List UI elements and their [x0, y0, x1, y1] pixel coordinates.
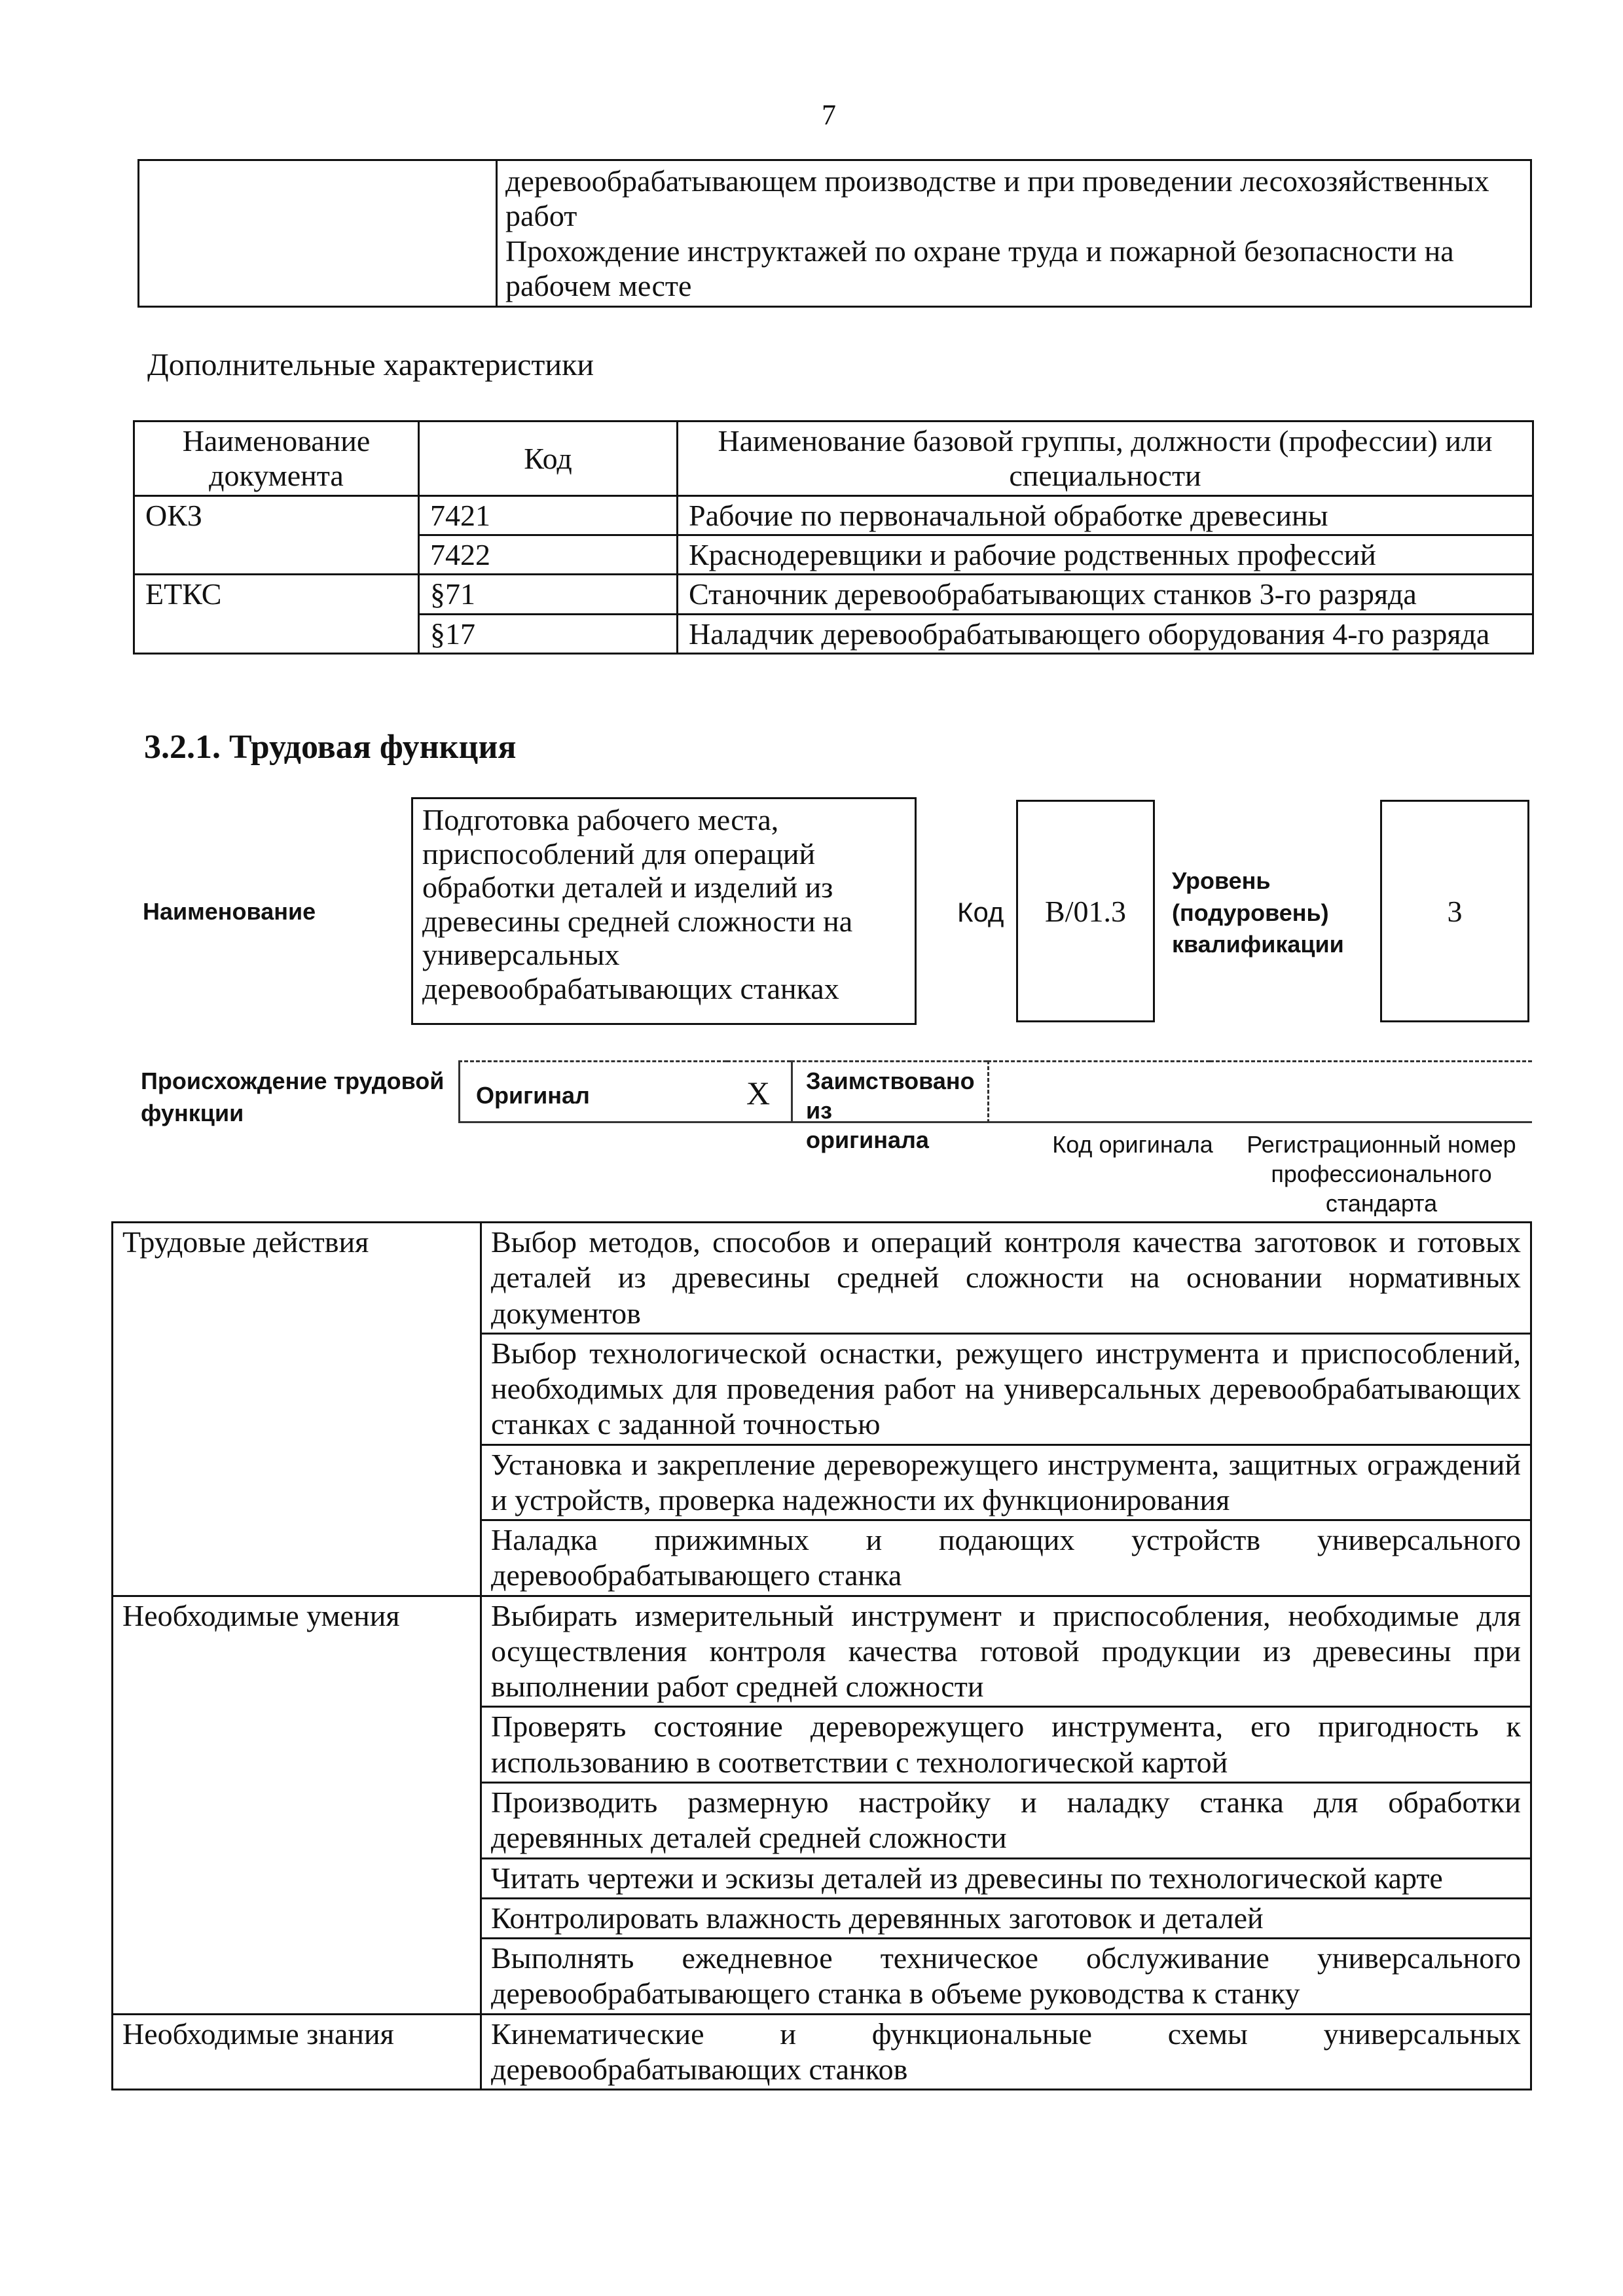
header-name: Наименование базовой группы, должности (профессии) или специальности: [678, 422, 1533, 496]
mark-cell: [727, 1060, 791, 1123]
qualification-level-box: 3: [1380, 800, 1529, 1022]
skill-item: Проверять состояние дереворежущего инструмента, его пригодность к использованию в соответствии с технологической картой: [481, 1707, 1531, 1783]
actions-label: Трудовые действия: [113, 1223, 481, 1596]
qualification-level-label: [1172, 865, 1344, 961]
continuation-table: [137, 159, 1532, 308]
skill-item: Читать чертежи и эскизы деталей из древесины по технологической карте: [481, 1858, 1531, 1898]
table-row: [113, 2014, 1531, 2090]
registration-number-cell: [1210, 1060, 1532, 1123]
table-header-row: [134, 422, 1533, 496]
borrowed-cell: [791, 1060, 987, 1153]
activities-table: [111, 1221, 1532, 2090]
action-item: Установка и закрепление дереворежущего инструмента, защитных ограждений и устройств, проверка надежности их функционирования: [481, 1444, 1531, 1520]
action-item: Выбор методов, способов и операций контроля качества заготовок и готовых деталей из древесины средней сложности на основании нормативных документов: [481, 1223, 1531, 1334]
skill-item: Выбирать измерительный инструмент и приспособления, необходимые для осуществления контроля качества готовой продукции из древесины при выполнении работ средней сложности: [481, 1596, 1531, 1707]
code-cell: 7422: [419, 535, 678, 575]
original-code-caption: Код оригинала: [1052, 1131, 1213, 1158]
knowledge-item: Кинематические и функциональные схемы универсальных деревообрабатывающих станков: [481, 2014, 1531, 2090]
action-item: Выбор технологической оснастки, режущего инструмента и приспособлений, необходимых для проведения работ на универсальных деревообрабатывающих станках с заданной точностью: [481, 1333, 1531, 1444]
level-label-line: (подуровень): [1172, 899, 1329, 926]
original-label: Оригинал: [476, 1082, 590, 1109]
doc-cell: ЕТКС: [134, 575, 419, 654]
registration-number-caption: Регистрационный номер профессионального стандарта: [1247, 1131, 1516, 1217]
borrowed-line: Заимствовано из: [806, 1067, 975, 1124]
code-cell: §17: [419, 614, 678, 653]
borrowed-line: оригинала: [806, 1126, 929, 1153]
level-label-line: Уровень: [1172, 867, 1271, 894]
code-cell: §71: [419, 575, 678, 614]
original-code-cell: [987, 1060, 1210, 1123]
borrowed-label: [806, 1066, 987, 1155]
function-name-box: Подготовка рабочего места, приспособлений для операций обработки деталей и изделий из древесины средней сложности на универсальных деревообрабатывающих станках: [411, 797, 917, 1025]
code-label: Код: [957, 897, 1004, 927]
empty-cell: [139, 160, 497, 307]
header-code: Код: [419, 422, 678, 496]
doc-cell: ОКЗ: [134, 495, 419, 575]
name-label: Наименование: [143, 898, 316, 925]
header-doc: Наименование документа: [134, 422, 419, 496]
table-row: [113, 1223, 1531, 1334]
requirement-line: Прохождение инструктажей по охране труда и пожарной безопасности на рабочем месте: [505, 234, 1454, 303]
skill-item: Контролировать влажность деревянных заготовок и деталей: [481, 1898, 1531, 1938]
skill-item: Выполнять ежедневное техническое обслуживание универсального деревообрабатывающего станка в объеме руководства к станку: [481, 1939, 1531, 2015]
action-item: Наладка прижимных и подающих устройств универсального деревообрабатывающего станка: [481, 1520, 1531, 1596]
name-cell: Краснодеревщики и рабочие родственных профессий: [678, 535, 1533, 575]
function-code-box: B/01.3: [1016, 800, 1155, 1022]
level-label-line: квалификации: [1172, 931, 1344, 958]
name-cell: Наладчик деревообрабатывающего оборудования 4-го разряда: [678, 614, 1533, 653]
additional-characteristics-title: Дополнительные характеристики: [147, 348, 594, 382]
name-cell: Рабочие по первоначальной обработке древесины: [678, 495, 1533, 535]
labor-function-heading: 3.2.1. Трудовая функция: [144, 728, 517, 766]
origin-label-line: Происхождение трудовой: [141, 1067, 445, 1094]
requirements-cell: [497, 160, 1531, 307]
requirement-line: деревообрабатывающем производстве и при проведении лесохозяйственных работ: [505, 164, 1489, 233]
original-cell: [458, 1060, 727, 1123]
characteristics-table: [133, 420, 1534, 655]
original-mark: X: [746, 1075, 771, 1111]
table-row: [113, 1596, 1531, 1707]
origin-label-line: функции: [141, 1099, 244, 1126]
code-cell: 7421: [419, 495, 678, 535]
origin-label: [141, 1066, 444, 1129]
name-cell: Станочник деревообрабатывающих станков 3-го разряда: [678, 575, 1533, 614]
page-number: 7: [822, 99, 836, 131]
table-row: [134, 575, 1533, 614]
skill-item: Производить размерную настройку и наладку станка для обработки деревянных деталей средней сложности: [481, 1782, 1531, 1858]
skills-label: Необходимые умения: [113, 1596, 481, 2014]
knowledge-label: Необходимые знания: [113, 2014, 481, 2090]
table-row: [134, 495, 1533, 535]
